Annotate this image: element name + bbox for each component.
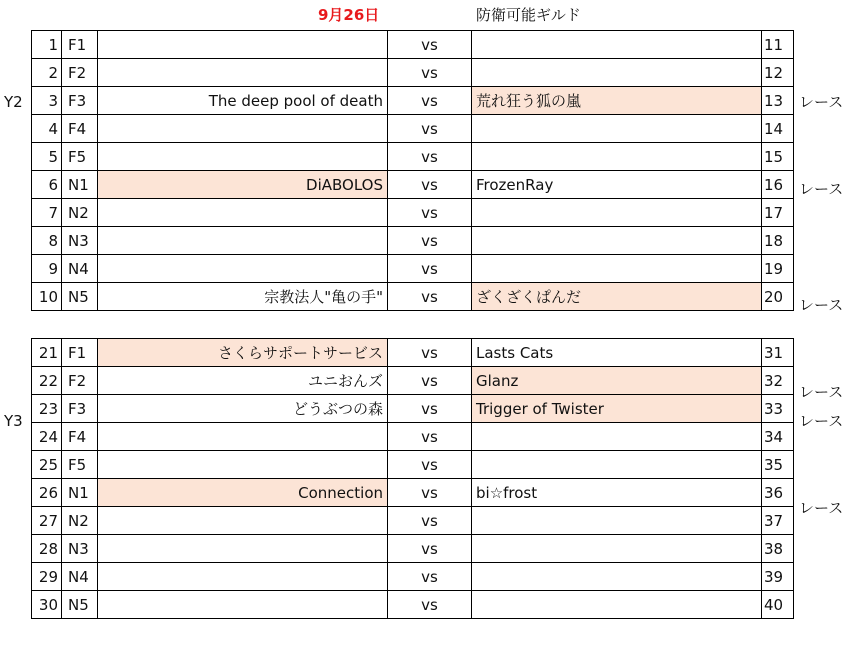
opponent-number[interactable]: 16 [762, 171, 794, 199]
division-label[interactable]: F3 [62, 87, 98, 115]
vs-label[interactable]: vs [388, 395, 472, 423]
division-label[interactable]: N5 [62, 591, 98, 619]
match-number[interactable]: 22 [32, 367, 62, 395]
vs-label[interactable]: vs [388, 143, 472, 171]
right-guild-name[interactable]: Lasts Cats [472, 339, 762, 367]
division-label[interactable]: F3 [62, 395, 98, 423]
left-guild-name[interactable]: The deep pool of death [98, 87, 388, 115]
race-label: レース [799, 180, 844, 198]
race-label: レース [799, 383, 844, 401]
table-row [32, 451, 794, 479]
right-guild-name[interactable] [472, 563, 762, 591]
match-number[interactable]: 23 [32, 395, 62, 423]
right-guild-name[interactable]: ざくざくぱんだ [472, 283, 762, 311]
left-guild-name[interactable] [98, 227, 388, 255]
vs-label[interactable]: vs [388, 31, 472, 59]
left-guild-name[interactable] [98, 31, 388, 59]
spacer-cell [32, 311, 794, 339]
match-number[interactable]: 8 [32, 227, 62, 255]
opponent-number[interactable]: 34 [762, 423, 794, 451]
table-row [32, 339, 794, 367]
table-row [32, 87, 794, 115]
opponent-number[interactable]: 15 [762, 143, 794, 171]
right-guild-name[interactable] [472, 535, 762, 563]
vs-label[interactable]: vs [388, 367, 472, 395]
vs-label[interactable]: vs [388, 423, 472, 451]
opponent-number[interactable]: 39 [762, 563, 794, 591]
left-guild-name[interactable] [98, 255, 388, 283]
table-row [32, 227, 794, 255]
race-label: レース [799, 412, 844, 430]
opponent-number[interactable]: 38 [762, 535, 794, 563]
spacer-row [32, 311, 794, 339]
table-row [32, 563, 794, 591]
right-guild-name[interactable] [472, 591, 762, 619]
match-number[interactable]: 7 [32, 199, 62, 227]
division-label[interactable]: N1 [62, 171, 98, 199]
right-guild-name[interactable] [472, 143, 762, 171]
race-label: レース [799, 93, 844, 111]
left-guild-name[interactable]: DiABOLOS [98, 171, 388, 199]
opponent-number[interactable]: 33 [762, 395, 794, 423]
left-guild-name[interactable] [98, 59, 388, 87]
vs-label[interactable]: vs [388, 171, 472, 199]
right-guild-name[interactable] [472, 115, 762, 143]
left-guild-name[interactable]: ユニおんズ [98, 367, 388, 395]
right-guild-name[interactable] [472, 423, 762, 451]
right-guild-name[interactable] [472, 59, 762, 87]
vs-label[interactable]: vs [388, 255, 472, 283]
opponent-number[interactable]: 11 [762, 31, 794, 59]
right-guild-name[interactable]: FrozenRay [472, 171, 762, 199]
opponent-number[interactable]: 13 [762, 87, 794, 115]
right-guild-name[interactable]: Glanz [472, 367, 762, 395]
match-number[interactable]: 26 [32, 479, 62, 507]
date-heading: 9月26日 [318, 6, 380, 24]
opponent-number[interactable]: 14 [762, 115, 794, 143]
right-guild-name[interactable] [472, 255, 762, 283]
match-number[interactable]: 29 [32, 563, 62, 591]
table-row [32, 59, 794, 87]
vs-label[interactable]: vs [388, 563, 472, 591]
division-label[interactable]: N3 [62, 227, 98, 255]
vs-label[interactable]: vs [388, 115, 472, 143]
division-label[interactable]: N4 [62, 563, 98, 591]
division-label[interactable]: N3 [62, 535, 98, 563]
vs-label[interactable]: vs [388, 199, 472, 227]
left-guild-name[interactable]: どうぶつの森 [98, 395, 388, 423]
table-row [32, 171, 794, 199]
opponent-number[interactable]: 40 [762, 591, 794, 619]
opponent-number[interactable]: 37 [762, 507, 794, 535]
vs-label[interactable]: vs [388, 451, 472, 479]
left-guild-name[interactable] [98, 507, 388, 535]
division-label[interactable]: N2 [62, 199, 98, 227]
group-label: Y3 [4, 412, 23, 430]
right-guild-name[interactable]: Trigger of Twister [472, 395, 762, 423]
left-guild-name[interactable] [98, 535, 388, 563]
left-guild-name[interactable] [98, 423, 388, 451]
table-row [32, 367, 794, 395]
right-guild-name[interactable] [472, 31, 762, 59]
table-row [32, 507, 794, 535]
left-guild-name[interactable]: さくらサポートサービス [98, 339, 388, 367]
match-number[interactable]: 2 [32, 59, 62, 87]
right-guild-name[interactable] [472, 451, 762, 479]
opponent-number[interactable]: 19 [762, 255, 794, 283]
division-label[interactable]: F5 [62, 143, 98, 171]
left-guild-name[interactable]: Connection [98, 479, 388, 507]
table-row [32, 31, 794, 59]
division-label[interactable]: F4 [62, 115, 98, 143]
match-number[interactable]: 24 [32, 423, 62, 451]
opponent-number[interactable]: 31 [762, 339, 794, 367]
match-number[interactable]: 21 [32, 339, 62, 367]
right-guild-name[interactable] [472, 227, 762, 255]
opponent-number[interactable]: 18 [762, 227, 794, 255]
opponent-number[interactable]: 20 [762, 283, 794, 311]
table-row [32, 255, 794, 283]
division-label[interactable]: N1 [62, 479, 98, 507]
vs-label[interactable]: vs [388, 507, 472, 535]
guild-heading: 防衛可能ギルド [476, 6, 581, 24]
table-row [32, 283, 794, 311]
division-label[interactable]: F2 [62, 367, 98, 395]
group-label: Y2 [4, 93, 23, 111]
left-guild-name[interactable] [98, 143, 388, 171]
opponent-number[interactable]: 32 [762, 367, 794, 395]
division-label[interactable]: N4 [62, 255, 98, 283]
vs-label[interactable]: vs [388, 339, 472, 367]
table-row [32, 143, 794, 171]
division-label[interactable]: N5 [62, 283, 98, 311]
table-row [32, 115, 794, 143]
table-row [32, 199, 794, 227]
right-guild-name[interactable]: bi☆frost [472, 479, 762, 507]
match-number[interactable]: 1 [32, 31, 62, 59]
vs-label[interactable]: vs [388, 535, 472, 563]
left-guild-name[interactable] [98, 199, 388, 227]
match-number[interactable]: 30 [32, 591, 62, 619]
left-guild-name[interactable] [98, 591, 388, 619]
division-label[interactable]: F4 [62, 423, 98, 451]
opponent-number[interactable]: 36 [762, 479, 794, 507]
table-row [32, 423, 794, 451]
division-label[interactable]: F1 [62, 31, 98, 59]
division-label[interactable]: N2 [62, 507, 98, 535]
match-table [31, 30, 794, 619]
left-guild-name[interactable]: 宗教法人"亀の手" [98, 283, 388, 311]
vs-label[interactable]: vs [388, 227, 472, 255]
vs-label[interactable]: vs [388, 479, 472, 507]
opponent-number[interactable]: 17 [762, 199, 794, 227]
division-label[interactable]: F2 [62, 59, 98, 87]
division-label[interactable]: F5 [62, 451, 98, 479]
vs-label[interactable]: vs [388, 591, 472, 619]
race-label: レース [799, 499, 844, 517]
division-label[interactable]: F1 [62, 339, 98, 367]
race-label: レース [799, 296, 844, 314]
vs-label[interactable]: vs [388, 283, 472, 311]
table-row [32, 591, 794, 619]
opponent-number[interactable]: 35 [762, 451, 794, 479]
table-row [32, 535, 794, 563]
table-row [32, 479, 794, 507]
vs-label[interactable]: vs [388, 87, 472, 115]
right-guild-name[interactable]: 荒れ狂う狐の嵐 [472, 87, 762, 115]
opponent-number[interactable]: 12 [762, 59, 794, 87]
left-guild-name[interactable] [98, 563, 388, 591]
right-guild-name[interactable] [472, 507, 762, 535]
match-number[interactable]: 6 [32, 171, 62, 199]
vs-label[interactable]: vs [388, 59, 472, 87]
left-guild-name[interactable] [98, 115, 388, 143]
table-row [32, 395, 794, 423]
left-guild-name[interactable] [98, 451, 388, 479]
match-number[interactable]: 3 [32, 87, 62, 115]
match-number[interactable]: 5 [32, 143, 62, 171]
match-number[interactable]: 10 [32, 283, 62, 311]
match-number[interactable]: 28 [32, 535, 62, 563]
match-number[interactable]: 25 [32, 451, 62, 479]
match-number[interactable]: 9 [32, 255, 62, 283]
match-number[interactable]: 27 [32, 507, 62, 535]
right-guild-name[interactable] [472, 199, 762, 227]
match-number[interactable]: 4 [32, 115, 62, 143]
